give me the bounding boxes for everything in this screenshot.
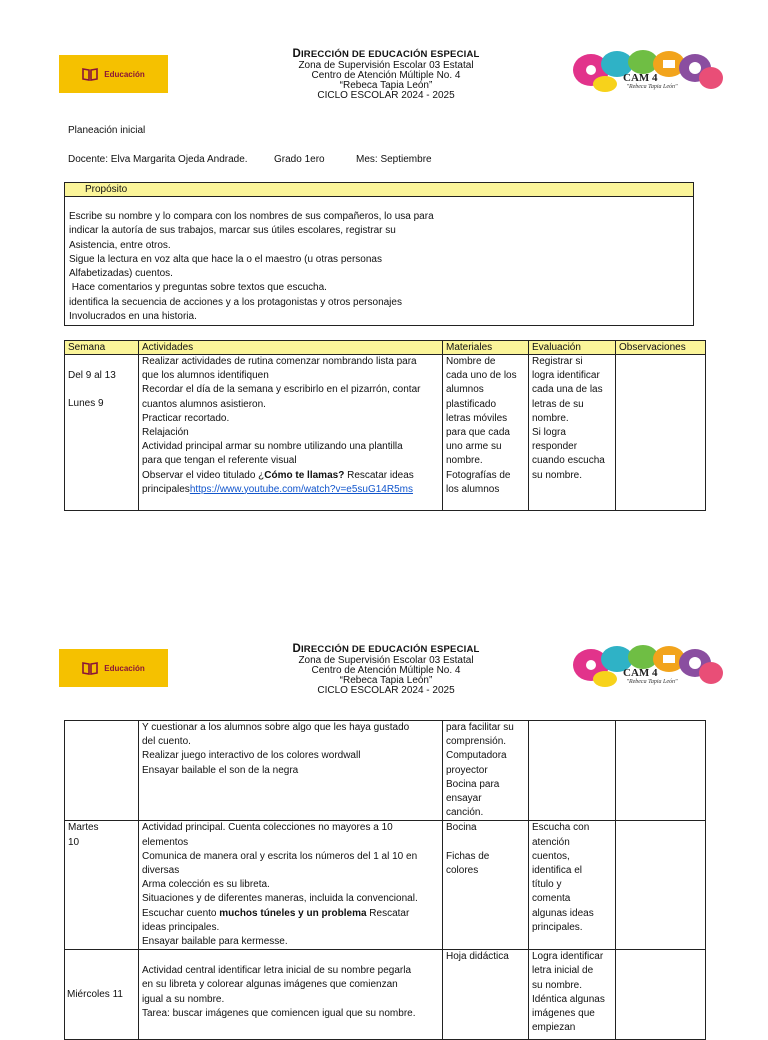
semana-cell: Martes 10 xyxy=(65,821,139,950)
cuento-title: muchos túneles y un problema xyxy=(219,907,367,919)
table-header-row xyxy=(65,341,706,355)
planeacion-title: Planeación inicial xyxy=(68,125,146,136)
evaluacion-cell xyxy=(529,721,616,821)
observaciones-cell xyxy=(616,355,706,511)
cam4-logo-name: CAM 4 xyxy=(623,72,658,84)
proposito-line: Hace comentarios y preguntas sobre textos que escucha. xyxy=(69,282,327,294)
header-zona: Zona de Supervisión Escolar 03 Estatal xyxy=(298,655,474,666)
proposito-body xyxy=(64,196,694,326)
video-line: Observar el video titulado ¿Cómo te llamas? Rescatar ideas xyxy=(142,469,414,481)
mes-label: Mes: Septiembre xyxy=(356,154,432,165)
materiales-cell: Bocina Fichas de colores xyxy=(443,821,529,950)
semana-cell xyxy=(65,355,139,511)
observaciones-cell xyxy=(616,950,706,1040)
grado-label: Grado 1ero xyxy=(274,154,325,165)
header-centro: Centro de Atención Múltiple No. 4 xyxy=(311,665,461,676)
header-title: DIRECCIÓN DE EDUCACIÓN ESPECIAL xyxy=(292,643,480,655)
activity-line: Actividad principal armar su nombre utilizando una plantilla xyxy=(142,441,403,453)
materiales-cell: Nombre de cada uno de los alumnos plastificado letras móviles para que cada uno arme su nombre. Fotografías de los alumnos xyxy=(443,355,529,511)
col-header-materiales: Materiales xyxy=(443,341,529,355)
book-icon xyxy=(82,660,98,676)
proposito-line: identifica la secuencia de acciones y a los protagonistas y otros personajes xyxy=(69,296,402,308)
evaluacion-cell: Escucha con atención cuentos, identifica el título y comenta algunas ideas principales. xyxy=(529,821,616,950)
col-header-semana: Semana xyxy=(65,341,139,355)
page-header xyxy=(230,48,542,101)
cam4-logo-subtitle: "Rebeca Tapia León" xyxy=(626,84,678,90)
activity-line: Realizar actividades de rutina comenzar nombrando lista para xyxy=(142,356,417,367)
actividades-cell xyxy=(139,355,443,511)
proposito-line: Involucrados en una historia. xyxy=(69,311,197,323)
materiales-cell: para facilitar su comprensión. Computadora proyector Bocina para ensayar canción. xyxy=(443,721,529,821)
header-centro: Centro de Atención Múltiple No. 4 xyxy=(311,70,461,81)
page-header xyxy=(230,643,542,696)
table-row xyxy=(65,721,706,821)
cam4-logo xyxy=(571,50,725,94)
activity-line: Recordar el día de la semana y escribirlo en el pizarrón, contar xyxy=(142,384,421,396)
header-zona: Zona de Supervisión Escolar 03 Estatal xyxy=(298,60,474,71)
evaluacion-cell: Registrar si logra identificar cada una de las letras de su nombre. Si logra responder cuando escucha su nombre. xyxy=(529,355,616,511)
youtube-link[interactable]: https://www.youtube.com/watch?v=e5suG14R5ms xyxy=(189,483,413,495)
table-row xyxy=(65,821,706,950)
proposito-line: Alfabetizadas) cuentos. xyxy=(69,268,173,280)
cam4-logo xyxy=(571,645,725,689)
table-row xyxy=(65,950,706,1040)
actividades-cell: Actividad principal. Cuenta colecciones no mayores a 10 elementos Comunica de manera oral y escrita los números del 1 al 10 en diversas Arma colección es su libreta. Situaciones y de diferentes maneras, incluida la convencional. Escuchar cuento muchos túneles y un problema Rescatar ideas principales. Ensayar bailable para kermesse. xyxy=(139,821,443,950)
semana-cell: Miércoles 11 xyxy=(65,950,139,1040)
header-ciclo: CICLO ESCOLAR 2024 - 2025 xyxy=(317,685,455,696)
semana-range: Del 9 al 13 xyxy=(68,370,116,381)
activity-line: para que tengan el referente visual xyxy=(142,455,297,467)
proposito-line: Escribe su nombre y lo compara con los nombres de sus compañeros, lo usa para xyxy=(69,211,434,222)
actividades-cell: Actividad central identificar letra inicial de su nombre pegarla en su libreta y colorear algunas imágenes que comienzan igual a su nombre. Tarea: buscar imágenes que comiencen igual que su nombre. xyxy=(139,950,443,1040)
educacion-logo xyxy=(59,649,168,687)
cuento-line: Escuchar cuento muchos túneles y un problema Rescatar xyxy=(142,907,410,919)
educacion-logo xyxy=(59,55,168,93)
video-title: Cómo te llamas? xyxy=(264,469,345,481)
book-icon xyxy=(82,66,98,82)
proposito-heading: Propósito xyxy=(64,182,694,197)
col-header-observaciones: Observaciones xyxy=(616,341,706,355)
activity-line: Relajación xyxy=(142,427,189,439)
docente-label: Docente: Elva Margarita Ojeda Andrade. xyxy=(68,154,248,165)
semana-cell xyxy=(65,721,139,821)
educacion-logo-text: Educación xyxy=(104,663,145,673)
col-header-evaluacion: Evaluación xyxy=(529,341,616,355)
activity-line: cuantos alumnos asistieron. xyxy=(142,398,266,410)
activity-line: que los alumnos identifiquen xyxy=(142,370,269,382)
proposito-line: Asistencia, entre otros. xyxy=(69,239,171,251)
proposito-line: Sigue la lectura en voz alta que hace la o el maestro (u otras personas xyxy=(69,253,382,265)
materiales-cell: Hoja didáctica xyxy=(443,950,529,1040)
cam4-logo-name: CAM 4 xyxy=(623,667,658,679)
proposito-line: indicar la autoría de sus trabajos, marcar sus útiles escolares, registrar su xyxy=(69,225,396,237)
link-line: principaleshttps://www.youtube.com/watch?v=e5suG14R5ms xyxy=(142,483,413,495)
col-header-actividades: Actividades xyxy=(139,341,443,355)
actividades-cell: Y cuestionar a los alumnos sobre algo que les haya gustado del cuento. Realizar juego interactivo de los colores wordwall Ensayar bailable el son de la negra xyxy=(139,721,443,821)
observaciones-cell xyxy=(616,821,706,950)
activities-table-2 xyxy=(64,720,706,1040)
activities-table-1 xyxy=(64,340,706,511)
header-ciclo: CICLO ESCOLAR 2024 - 2025 xyxy=(317,90,455,101)
header-rebeca: “Rebeca Tapia León” xyxy=(339,80,433,91)
header-title: DIRECCIÓN DE EDUCACIÓN ESPECIAL xyxy=(292,48,480,60)
table-row xyxy=(65,355,706,511)
activity-line: Practicar recortado. xyxy=(142,412,230,424)
header-rebeca: “Rebeca Tapia León” xyxy=(339,675,433,686)
cam4-logo-subtitle: "Rebeca Tapia León" xyxy=(626,679,678,685)
evaluacion-cell: Logra identificar letra inicial de su nombre. Idéntica algunas imágenes que empiezan xyxy=(529,950,616,1040)
observaciones-cell xyxy=(616,721,706,821)
semana-day: Lunes 9 xyxy=(68,398,104,410)
educacion-logo-text: Educación xyxy=(104,69,145,79)
